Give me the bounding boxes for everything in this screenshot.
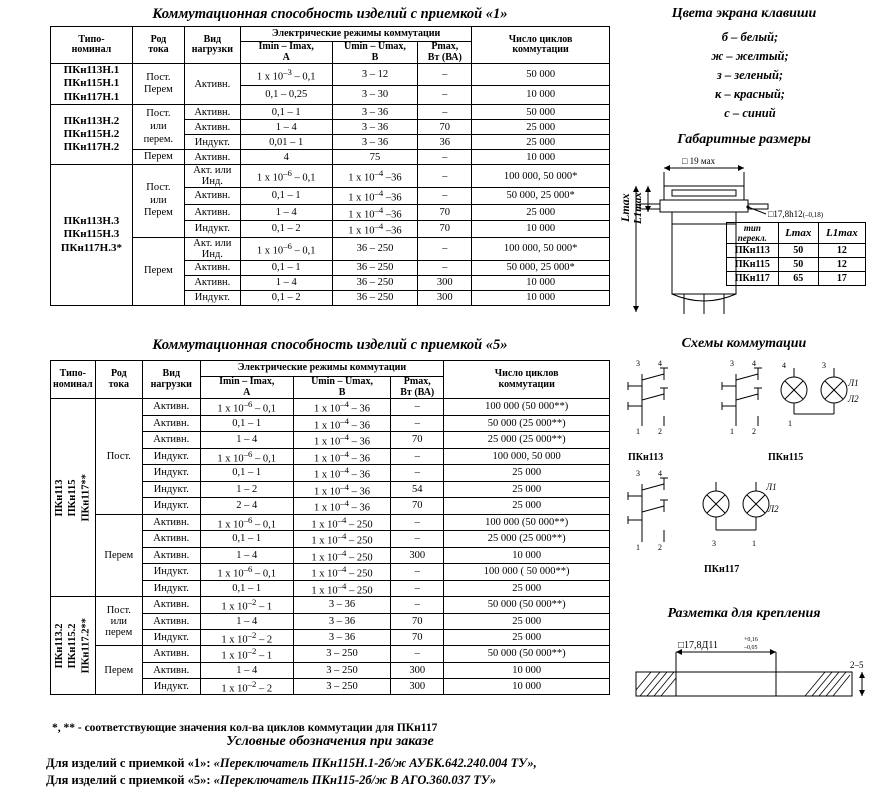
table-row: [51, 514, 610, 531]
cell-umin: 75: [332, 150, 418, 165]
dimensions-title: Габаритные размеры: [677, 132, 811, 147]
dim-cell-2: 12: [818, 258, 865, 272]
svg-text:1: 1: [636, 427, 640, 436]
cell-pmax: –: [391, 399, 444, 416]
cell-cycles: 25 000: [444, 613, 610, 629]
cell-cycles: 50 000, 25 000*: [472, 260, 610, 275]
svg-text:1: 1: [730, 427, 734, 436]
cell-cycles: 25 000: [472, 135, 610, 150]
cell-cycles: 10 000: [472, 275, 610, 290]
cell-umin: 1 х $10^{-4}$ –36: [332, 165, 418, 188]
cell-imin: 0,1 – 2: [240, 290, 332, 305]
dim-cell-1: 65: [778, 272, 818, 286]
ordering-value-2: «Переключатель ПКн115-2б/ж В АГО.360.037 ТУ»: [213, 773, 497, 787]
cell-load: Активн.: [143, 415, 201, 432]
cell-cycles: 25 000: [444, 580, 610, 597]
cell-cycles: 25 000: [444, 481, 610, 498]
cell-load: Индукт.: [184, 221, 240, 238]
cell-umin: 3 – 36: [332, 105, 418, 120]
cell-pmax: 54: [391, 481, 444, 498]
cell-cycles: 10 000: [472, 150, 610, 165]
cell-load: Активн.: [143, 613, 201, 629]
cell-pmax: 36: [418, 135, 472, 150]
cell-pmax: 300: [391, 678, 444, 695]
cell-pmax: –: [418, 105, 472, 120]
table-row: [51, 165, 610, 188]
dim-top-note: □ 19 мах: [682, 156, 716, 166]
cell-cycles: 50 000 (25 000**): [444, 415, 610, 432]
cell-umin: 3 – 36: [293, 613, 390, 629]
th-cycles: Число циклов коммутации: [472, 27, 610, 64]
cell-load: Активн.: [184, 64, 240, 105]
cell-imin: 1 х $10^{-2} - 2$: [200, 678, 293, 695]
cell-load: Индукт.: [143, 564, 201, 581]
cell-cycles: 10 000: [472, 85, 610, 105]
cell-load: Акт. или Инд.: [184, 237, 240, 260]
cell-type: ПКн113Н.1 ПКн115Н.1 ПКн117Н.1: [51, 64, 133, 105]
cell-umin: 3 – 250: [293, 646, 390, 663]
th-current: Род тока: [132, 27, 184, 64]
thread-note: □17,8h12(–0,18): [768, 209, 824, 219]
cell-pmax: 300: [391, 662, 444, 678]
svg-text:1: 1: [636, 543, 640, 552]
cell-pmax: 70: [391, 613, 444, 629]
cell-imin: 1 х $10^{-6} - 0,1$: [200, 399, 293, 416]
cell-imin: 1 – 4: [200, 662, 293, 678]
cell-umin: 1 х $10^{-4} - 36$: [293, 432, 390, 449]
cell-cycles: 25 000: [444, 465, 610, 482]
table-row: [51, 237, 610, 260]
l1max-label: L1max: [632, 192, 644, 224]
cell-umin: 1 х $10^{-4} - 36$: [293, 415, 390, 432]
cell-imin: 1 х $10^{-2} - 1$: [200, 597, 293, 614]
cell-pmax: –: [418, 188, 472, 205]
cell-umin: 1 х $10^{-4}$ –36: [332, 188, 418, 205]
mounting-drawing: [616, 626, 872, 726]
cell-pmax: –: [418, 260, 472, 275]
cell-umin: 3 – 30: [332, 85, 418, 105]
dim-row: [727, 272, 866, 286]
cell-current: Пост. или Перем: [132, 165, 184, 238]
cell-imin: 1 х $10^{-6} - 0,1$: [240, 237, 332, 260]
cell-imin: 4: [240, 150, 332, 165]
cell-cycles: 50 000 (50 000**): [444, 597, 610, 614]
cell-imin: 1 – 4: [200, 432, 293, 449]
svg-text:3: 3: [636, 469, 640, 478]
lmax-label: Lmax: [618, 193, 632, 222]
svg-text:4: 4: [782, 361, 786, 370]
cell-load: Индукт.: [143, 629, 201, 646]
cell-current: Пост.: [95, 399, 142, 515]
cell-umin: 36 – 250: [332, 275, 418, 290]
dim-cell-0: ПКн115: [727, 258, 779, 272]
svg-text:4: 4: [658, 469, 662, 478]
svg-text:2: 2: [658, 427, 662, 436]
cell-load: Индукт.: [143, 465, 201, 482]
mounting-svg: [616, 626, 872, 726]
dim-th-l1max: L1max: [818, 223, 865, 244]
footnote: *, ** - соответствующие значения кол-ва циклов коммутации для ПКн117: [52, 722, 438, 734]
cell-umin: 1 х $10^{-4} - 36$: [293, 498, 390, 515]
cell-load: Индукт.: [184, 290, 240, 305]
cell-load: Индукт.: [143, 580, 201, 597]
cell-pmax: –: [391, 646, 444, 663]
cell-imin: 1 – 4: [240, 275, 332, 290]
cell-umin: 1 х $10^{-4} - 36$: [293, 465, 390, 482]
ordering-value-1: «Переключатель ПКн115Н.1-2б/ж АУБК.642.240.004 ТУ»,: [213, 756, 537, 770]
cell-type: ПКн113Н.3 ПКн115Н.3 ПКн117Н.3*: [51, 165, 133, 306]
cell-imin: 1 х $10^{-3} - 0,1$: [240, 64, 332, 86]
cell-umin: 36 – 250: [332, 237, 418, 260]
cell-current: Перем: [132, 237, 184, 305]
cell-load: Активн.: [184, 260, 240, 275]
cell-cycles: 100 000, 50 000*: [472, 165, 610, 188]
th-modes: Электрические режимы коммутации: [200, 361, 444, 377]
cell-umin: 1 х $10^{-4} - 36$: [293, 448, 390, 465]
cell-pmax: –: [418, 64, 472, 86]
cell-load: Активн.: [143, 547, 201, 564]
cell-pmax: –: [418, 165, 472, 188]
dim-header-row: [727, 223, 866, 244]
th-type: Типо- номинал: [51, 361, 96, 399]
th-pmax: Pmax, Вт (ВА): [418, 42, 472, 64]
schemes-title: Схемы коммутации: [681, 336, 807, 351]
cell-pmax: 70: [418, 120, 472, 135]
ordering-title: Условные обозначения при заказе: [226, 734, 434, 749]
table-row: [51, 64, 610, 86]
dim-cell-0: ПКн113: [727, 244, 779, 258]
cell-cycles: 50 000: [472, 64, 610, 86]
svg-text:Л1: Л1: [848, 378, 859, 388]
cell-load: Активн.: [143, 432, 201, 449]
table1-container: [50, 26, 610, 306]
cell-umin: 1 х $10^{-4} - 250$: [293, 547, 390, 564]
cell-pmax: 70: [391, 498, 444, 515]
cell-imin: 1 х $10^{-2} - 2$: [200, 629, 293, 646]
cell-load: Активн.: [143, 399, 201, 416]
cell-cycles: 25 000: [472, 204, 610, 221]
cell-pmax: 70: [391, 432, 444, 449]
cell-cycles: 10 000: [444, 662, 610, 678]
cell-imin: 0,1 – 0,25: [240, 85, 332, 105]
ordering-label-1: Для изделий с приемкой «1»:: [46, 756, 211, 770]
color-item: з – зеленый;: [716, 68, 784, 82]
cell-type: ПКн113.2 ПКн115.2 ПКн117.2**: [51, 597, 96, 695]
cell-pmax: –: [418, 237, 472, 260]
table-row: [51, 150, 610, 165]
mounting-title: Разметка для крепления: [667, 606, 821, 621]
dim-cell-1: 50: [778, 244, 818, 258]
cell-imin: 0,1 – 1: [200, 465, 293, 482]
svg-text:Л2: Л2: [768, 504, 779, 514]
cell-cycles: 25 000: [444, 498, 610, 515]
cell-cycles: 50 000, 25 000*: [472, 188, 610, 205]
cell-current: Перем: [132, 150, 184, 165]
cell-pmax: –: [391, 415, 444, 432]
colors-title: Цвета экрана клавиши: [671, 6, 817, 21]
cell-type: ПКн113Н.2 ПКн115Н.2 ПКн117Н.2: [51, 105, 133, 165]
cell-load: Индукт.: [143, 481, 201, 498]
dim-row: [727, 258, 866, 272]
cell-pmax: –: [391, 531, 444, 548]
cell-load: Индукт.: [143, 678, 201, 695]
cell-pmax: –: [418, 85, 472, 105]
cell-cycles: 10 000: [472, 290, 610, 305]
cell-cycles: 100 000 (50 000**): [444, 514, 610, 531]
th-umin: Umin – Umax, В: [293, 377, 390, 399]
svg-text:ПКн113: ПКн113: [628, 452, 664, 463]
cell-imin: 0,1 – 1: [200, 415, 293, 432]
cell-pmax: 300: [418, 275, 472, 290]
dim-cell-1: 50: [778, 258, 818, 272]
th-type: Типо- номинал: [51, 27, 133, 64]
dim-cell-2: 17: [818, 272, 865, 286]
table-header-row: [51, 361, 610, 377]
table1-title: Коммутационная способность изделий с приемкой «1»: [152, 6, 508, 22]
cell-imin: 0,1 – 2: [240, 221, 332, 238]
svg-text:3: 3: [712, 539, 716, 548]
cell-pmax: 70: [391, 629, 444, 646]
cell-cycles: 25 000: [472, 120, 610, 135]
cell-load: Индукт.: [143, 448, 201, 465]
svg-text:2: 2: [658, 543, 662, 552]
cell-cycles: 100 000, 50 000*: [472, 237, 610, 260]
ordering-line-1: [46, 756, 537, 771]
th-pmax: Pmax, Вт (ВА): [391, 377, 444, 399]
cell-pmax: –: [391, 448, 444, 465]
cell-imin: 0,01 – 1: [240, 135, 332, 150]
cell-load: Активн.: [184, 204, 240, 221]
table-row: [51, 399, 610, 416]
colors-list: [630, 28, 870, 123]
cell-umin: 36 – 250: [332, 290, 418, 305]
table-row: [51, 105, 610, 120]
cell-pmax: 70: [418, 204, 472, 221]
cell-imin: 1 – 4: [200, 613, 293, 629]
cell-load: Активн.: [184, 275, 240, 290]
th-load: Вид нагрузки: [184, 27, 240, 64]
color-item: ж – желтый;: [711, 49, 789, 63]
cell-load: Индукт.: [184, 135, 240, 150]
cell-imin: 0,1 – 1: [240, 105, 332, 120]
dimensions-table: [726, 222, 866, 286]
schemes-drawing: [616, 356, 872, 606]
svg-text:Л2: Л2: [848, 394, 859, 404]
cell-umin: 3 – 36: [293, 629, 390, 646]
dim-th-type: тип перекл.: [727, 223, 779, 244]
cell-load: Активн.: [184, 188, 240, 205]
cell-load: Активн.: [143, 514, 201, 531]
cell-load: Активн.: [143, 646, 201, 663]
cell-pmax: –: [391, 465, 444, 482]
dim-th-lmax: Lmax: [778, 223, 818, 244]
cell-imin: 1 х $10^{-6} - 0,1$: [240, 165, 332, 188]
cell-imin: 0,1 – 1: [200, 580, 293, 597]
switching-capacity-table-1: [50, 26, 610, 306]
cell-cycles: 25 000 (25 000**): [444, 432, 610, 449]
table2-title: Коммутационная способность изделий с приемкой «5»: [152, 337, 508, 353]
th-imin: Imin – Imax, А: [240, 42, 332, 64]
cell-imin: 1 – 4: [240, 204, 332, 221]
svg-text:1: 1: [752, 539, 756, 548]
cell-load: Акт. или Инд.: [184, 165, 240, 188]
cell-load: Активн.: [143, 662, 201, 678]
table-row: [51, 646, 610, 663]
color-item: к – красный;: [715, 87, 785, 101]
th-imin: Imin – Imax, А: [200, 377, 293, 399]
svg-text:ПКн117: ПКн117: [704, 564, 740, 575]
color-item: с – синий: [724, 106, 776, 120]
switching-capacity-table-2: [50, 360, 610, 695]
svg-text:3: 3: [730, 359, 734, 368]
svg-text:+0,16: +0,16: [744, 637, 758, 643]
cell-imin: 1 – 4: [240, 120, 332, 135]
mounting-side-dim: 2–5: [850, 660, 864, 670]
cell-load: Активн.: [184, 150, 240, 165]
svg-text:Л1: Л1: [766, 482, 777, 492]
cell-imin: 1 х $10^{-2} - 1$: [200, 646, 293, 663]
cell-pmax: –: [391, 597, 444, 614]
cell-umin: 1 х $10^{-4} - 250$: [293, 580, 390, 597]
color-item: б – белый;: [721, 30, 779, 44]
cell-current: Перем: [95, 514, 142, 597]
th-umin: Umin – Umax, В: [332, 42, 418, 64]
cell-current: Пост. или перем: [95, 597, 142, 646]
cell-umin: 3 – 12: [332, 64, 418, 86]
ordering-line-2: [46, 773, 496, 788]
cell-cycles: 50 000 (50 000**): [444, 646, 610, 663]
cell-umin: 1 х $10^{-4} - 250$: [293, 514, 390, 531]
cell-current: Пост. или перем.: [132, 105, 184, 150]
table-row: [51, 597, 610, 614]
cell-load: Активн.: [184, 120, 240, 135]
cell-imin: 2 – 4: [200, 498, 293, 515]
dim-row: [727, 244, 866, 258]
dim-cell-0: ПКн117: [727, 272, 779, 286]
cell-umin: 1 х $10^{-4}$ –36: [332, 204, 418, 221]
cell-cycles: 10 000: [444, 678, 610, 695]
svg-text:3: 3: [636, 359, 640, 368]
cell-imin: 1 – 4: [200, 547, 293, 564]
cell-umin: 1 х $10^{-4} - 250$: [293, 564, 390, 581]
cell-umin: 3 – 250: [293, 678, 390, 695]
cell-imin: 1 х $10^{-6} - 0,1$: [200, 448, 293, 465]
th-load: Вид нагрузки: [143, 361, 201, 399]
svg-text:2: 2: [752, 427, 756, 436]
cell-load: Активн.: [143, 597, 201, 614]
svg-text:–0,05: –0,05: [744, 645, 758, 651]
cell-load: Индукт.: [143, 498, 201, 515]
mounting-dim-label: □17,8Д11: [678, 640, 718, 651]
cell-umin: 3 – 36: [293, 597, 390, 614]
cell-umin: 36 – 250: [332, 260, 418, 275]
cell-pmax: 300: [418, 290, 472, 305]
cell-pmax: 300: [391, 547, 444, 564]
cell-cycles: 100 000 ( 50 000**): [444, 564, 610, 581]
cell-cycles: 100 000, 50 000: [444, 448, 610, 465]
svg-text:4: 4: [658, 359, 662, 368]
cell-imin: 0,1 – 1: [200, 531, 293, 548]
cell-cycles: 25 000: [444, 629, 610, 646]
svg-text:4: 4: [752, 359, 756, 368]
cell-pmax: –: [418, 150, 472, 165]
cell-pmax: –: [391, 580, 444, 597]
svg-text:ПКн115: ПКн115: [768, 452, 804, 463]
cell-cycles: 10 000: [472, 221, 610, 238]
cell-imin: 0,1 – 1: [240, 260, 332, 275]
cell-umin: 1 х $10^{-4}$ –36: [332, 221, 418, 238]
cell-umin: 3 – 250: [293, 662, 390, 678]
cell-load: Активн.: [184, 105, 240, 120]
cell-current: Перем: [95, 646, 142, 695]
cell-umin: 3 – 36: [332, 135, 418, 150]
cell-cycles: 10 000: [444, 547, 610, 564]
cell-pmax: –: [391, 564, 444, 581]
schemes-svg: [616, 356, 872, 606]
cell-imin: 1 х $10^{-6} - 0,1$: [200, 514, 293, 531]
cell-imin: 1 – 2: [200, 481, 293, 498]
cell-load: Активн.: [143, 531, 201, 548]
cell-imin: 1 х $10^{-6} - 0,1$: [200, 564, 293, 581]
th-current: Род тока: [95, 361, 142, 399]
cell-umin: 1 х $10^{-4} - 36$: [293, 399, 390, 416]
dim-cell-2: 12: [818, 244, 865, 258]
svg-text:1: 1: [788, 419, 792, 428]
table2-container: [50, 360, 610, 695]
cell-umin: 1 х $10^{-4} - 36$: [293, 481, 390, 498]
cell-cycles: 50 000: [472, 105, 610, 120]
cell-umin: 1 х $10^{-4} - 250$: [293, 531, 390, 548]
cell-pmax: –: [391, 514, 444, 531]
cell-imin: 0,1 – 1: [240, 188, 332, 205]
cell-pmax: 70: [418, 221, 472, 238]
cell-current: Пост. Перем: [132, 64, 184, 105]
cell-type: ПКн113 ПКн115 ПКн117**: [51, 399, 96, 597]
cell-umin: 3 – 36: [332, 120, 418, 135]
dimensions-drawing: [616, 152, 872, 328]
svg-text:3: 3: [822, 361, 826, 370]
table-header-row: [51, 27, 610, 42]
ordering-label-2: Для изделий с приемкой «5»:: [46, 773, 211, 787]
cell-cycles: 25 000 (25 000**): [444, 531, 610, 548]
th-modes: Электрические режимы коммутации: [240, 27, 471, 42]
cell-cycles: 100 000 (50 000**): [444, 399, 610, 416]
th-cycles: Число циклов коммутации: [444, 361, 610, 399]
